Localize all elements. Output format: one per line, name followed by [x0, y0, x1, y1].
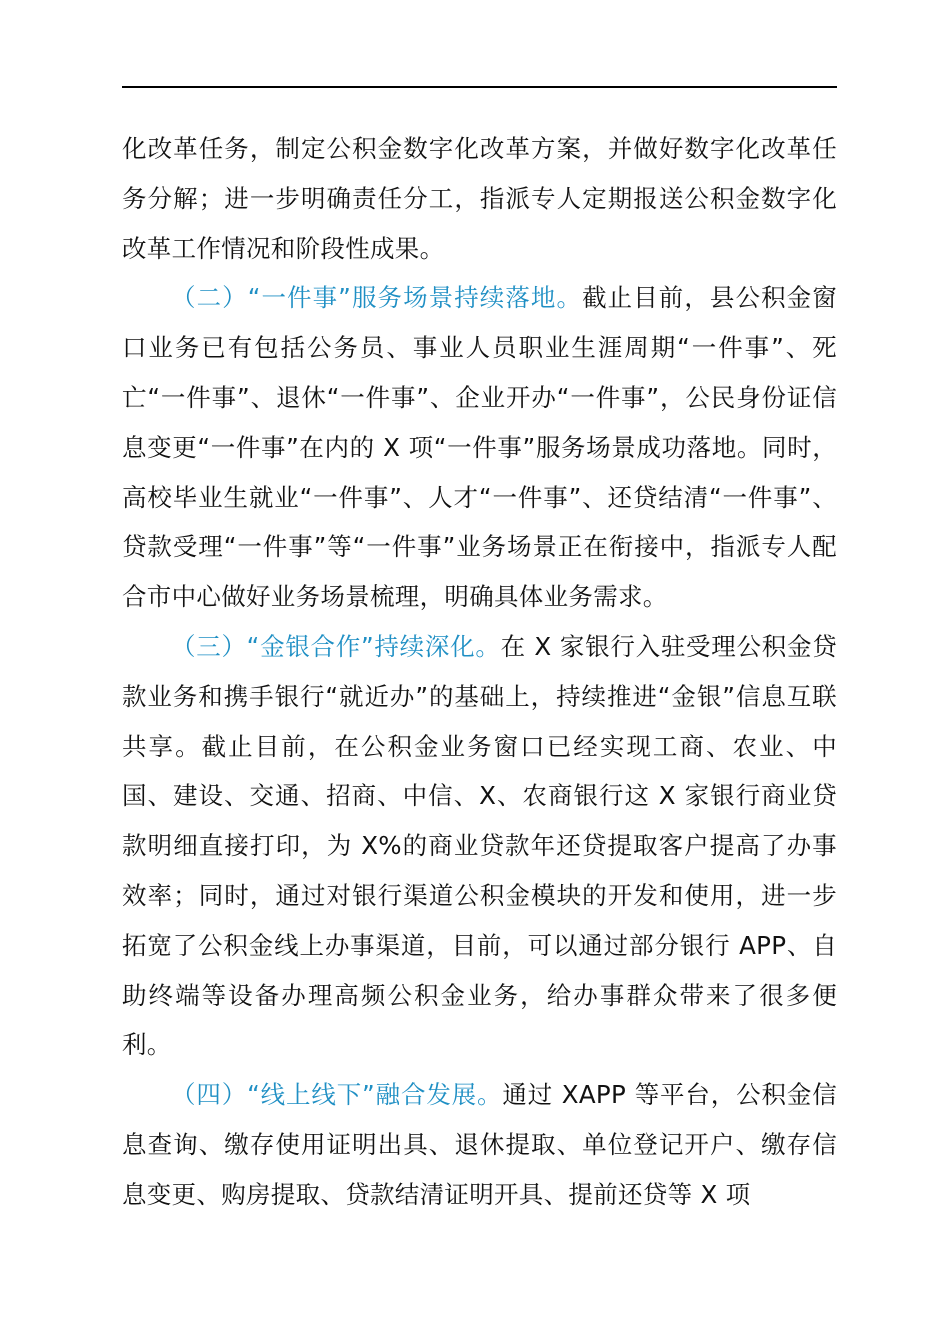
- section-heading: （四）“线上线下”融合发展。: [171, 1080, 503, 1110]
- paragraph-section-4: [122, 1070, 837, 1219]
- paragraph-section-2: [122, 273, 837, 622]
- section-heading: （二）“一件事”服务场景持续落地。: [171, 283, 583, 313]
- header-rule: [122, 86, 837, 88]
- paragraph-continuation: [122, 124, 837, 273]
- paragraph-text: 通过 XAPP 等平台，公积金信息查询、缴存使用证明出具、退休提取、单位登记开户、缴存信息变更、购房提取、贷款结清证明开具、提前还贷等 X 项: [122, 1080, 837, 1209]
- paragraph-section-3: [122, 622, 837, 1070]
- document-body: [122, 124, 837, 1220]
- paragraph-text: 在 X 家银行入驻受理公积金贷款业务和携手银行“就近办”的基础上，持续推进“金银”信息互联共享。截止目前，在公积金业务窗口已经实现工商、农业、中国、建设、交通、招商、中信、X、农商银行这 X 家银行商业贷款明细直接打印，为 X%的商业贷款年还贷提取客户提高了办事效率；同时，通过对银行渠道公积金模块的开发和使用，进一步拓宽了公积金线上办事渠道，目前，可以通过部分银行 APP、自助终端等设备办理高频公积金业务，给办事群众带来了很多便利。: [122, 631, 837, 1060]
- paragraph-text: 截止目前，县公积金窗口业务已有包括公务员、事业人员职业生涯周期“一件事”、死亡“一件事”、退休“一件事”、企业开办“一件事”，公民身份证信息变更“一件事”在内的 X 项“一件事”服务场景成功落地。同时，高校毕业生就业“一件事”、人才“一件事”、还贷结清“一件事”、贷款受理“一件事”等“一件事”业务场景正在衔接中，指派专人配合市中心做好业务场景梳理，明确具体业务需求。: [122, 283, 838, 612]
- section-heading: （三）“金银合作”持续深化。: [171, 631, 501, 661]
- paragraph-text: 化改革任务，制定公积金数字化改革方案，并做好数字化改革任务分解；进一步明确责任分工，指派专人定期报送公积金数字化改革工作情况和阶段性成果。: [122, 134, 837, 263]
